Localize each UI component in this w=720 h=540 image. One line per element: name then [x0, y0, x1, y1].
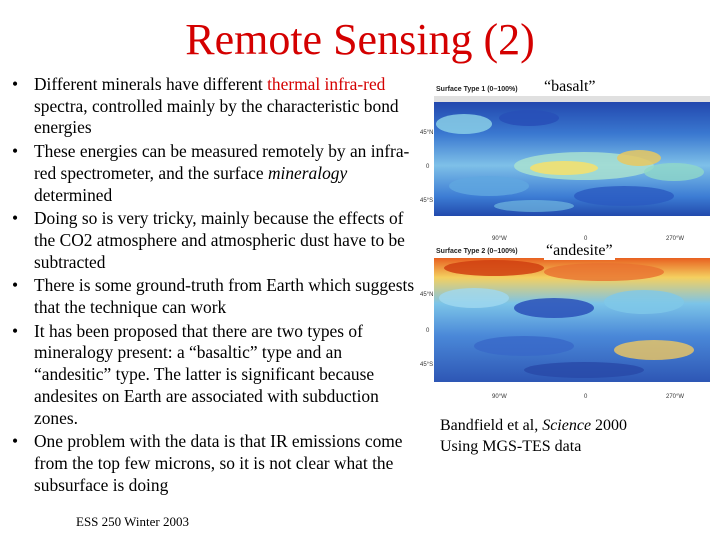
map-surface-type-2: [412, 236, 712, 406]
bullet-item: • There is some ground-truth from Earth which suggests that the technique can work: [12, 275, 415, 318]
map-label-andesite: “andesite”: [546, 242, 613, 259]
map-label-basalt: “basalt”: [544, 78, 596, 95]
slide-footer: ESS 250 Winter 2003: [76, 514, 189, 529]
map-image-andesite: [434, 258, 710, 388]
bullet-dot-icon: •: [12, 275, 19, 296]
slide-title: Remote Sensing (2): [185, 15, 535, 64]
lon-tick: 270°W: [666, 394, 685, 400]
bullet-dot-icon: •: [12, 208, 19, 229]
lat-tick: 0: [426, 164, 430, 170]
map-caption: Surface Type 2 (0–100%): [436, 248, 518, 255]
bullet-list: [12, 74, 416, 498]
bullet-dot-icon: •: [12, 431, 19, 452]
bullet-item: • It has been proposed that there are two types of mineralogy present: a “basaltic” type and an “andesitic” type. The latter is significant because andesites on Earth are associated with subduction zones.: [12, 320, 379, 428]
lat-tick: 45°N: [420, 130, 434, 136]
map-image-basalt: [434, 96, 710, 222]
lon-tick: 0: [584, 236, 588, 242]
bullet-dot-icon: •: [12, 320, 19, 341]
citation: [440, 415, 627, 457]
bullet-item: • These energies can be measured remotely by an infra-red spectrometer, and the surface mineralogy determined: [12, 141, 410, 205]
highlight-text: thermal infra-red: [267, 74, 386, 94]
map-caption: Surface Type 1 (0–100%): [436, 86, 518, 93]
bullet-item: • Doing so is very tricky, mainly because the effects of the CO2 atmosphere and atmospheric dust have to be subtracted: [12, 208, 405, 272]
lat-tick: 45°S: [420, 198, 434, 204]
emphasis-text: mineralogy: [267, 162, 348, 183]
journal-name: Science: [542, 417, 592, 434]
bullet-item: • Different minerals have different thermal infra-red spectra, controlled mainly by the characteristic bond energies: [12, 74, 399, 138]
citation-line-2: Using MGS-TES data: [440, 438, 582, 455]
bullet-dot-icon: •: [12, 141, 19, 162]
map-surface-type-1: [412, 72, 712, 242]
lon-tick: 270°W: [666, 236, 685, 242]
lon-tick: 90°W: [492, 236, 507, 242]
bullet-item: • One problem with the data is that IR emissions come from the top few microns, so it is not clear what the subsurface is doing: [12, 431, 403, 495]
lat-tick: 0: [426, 328, 430, 334]
lat-tick: 45°N: [420, 292, 434, 298]
lon-tick: 0: [584, 394, 588, 400]
bullet-dot-icon: •: [12, 74, 19, 94]
citation-line-1: Bandfield et al, Science 2000: [440, 417, 628, 434]
lon-tick: 90°W: [492, 394, 507, 400]
lat-tick: 45°S: [420, 362, 434, 368]
